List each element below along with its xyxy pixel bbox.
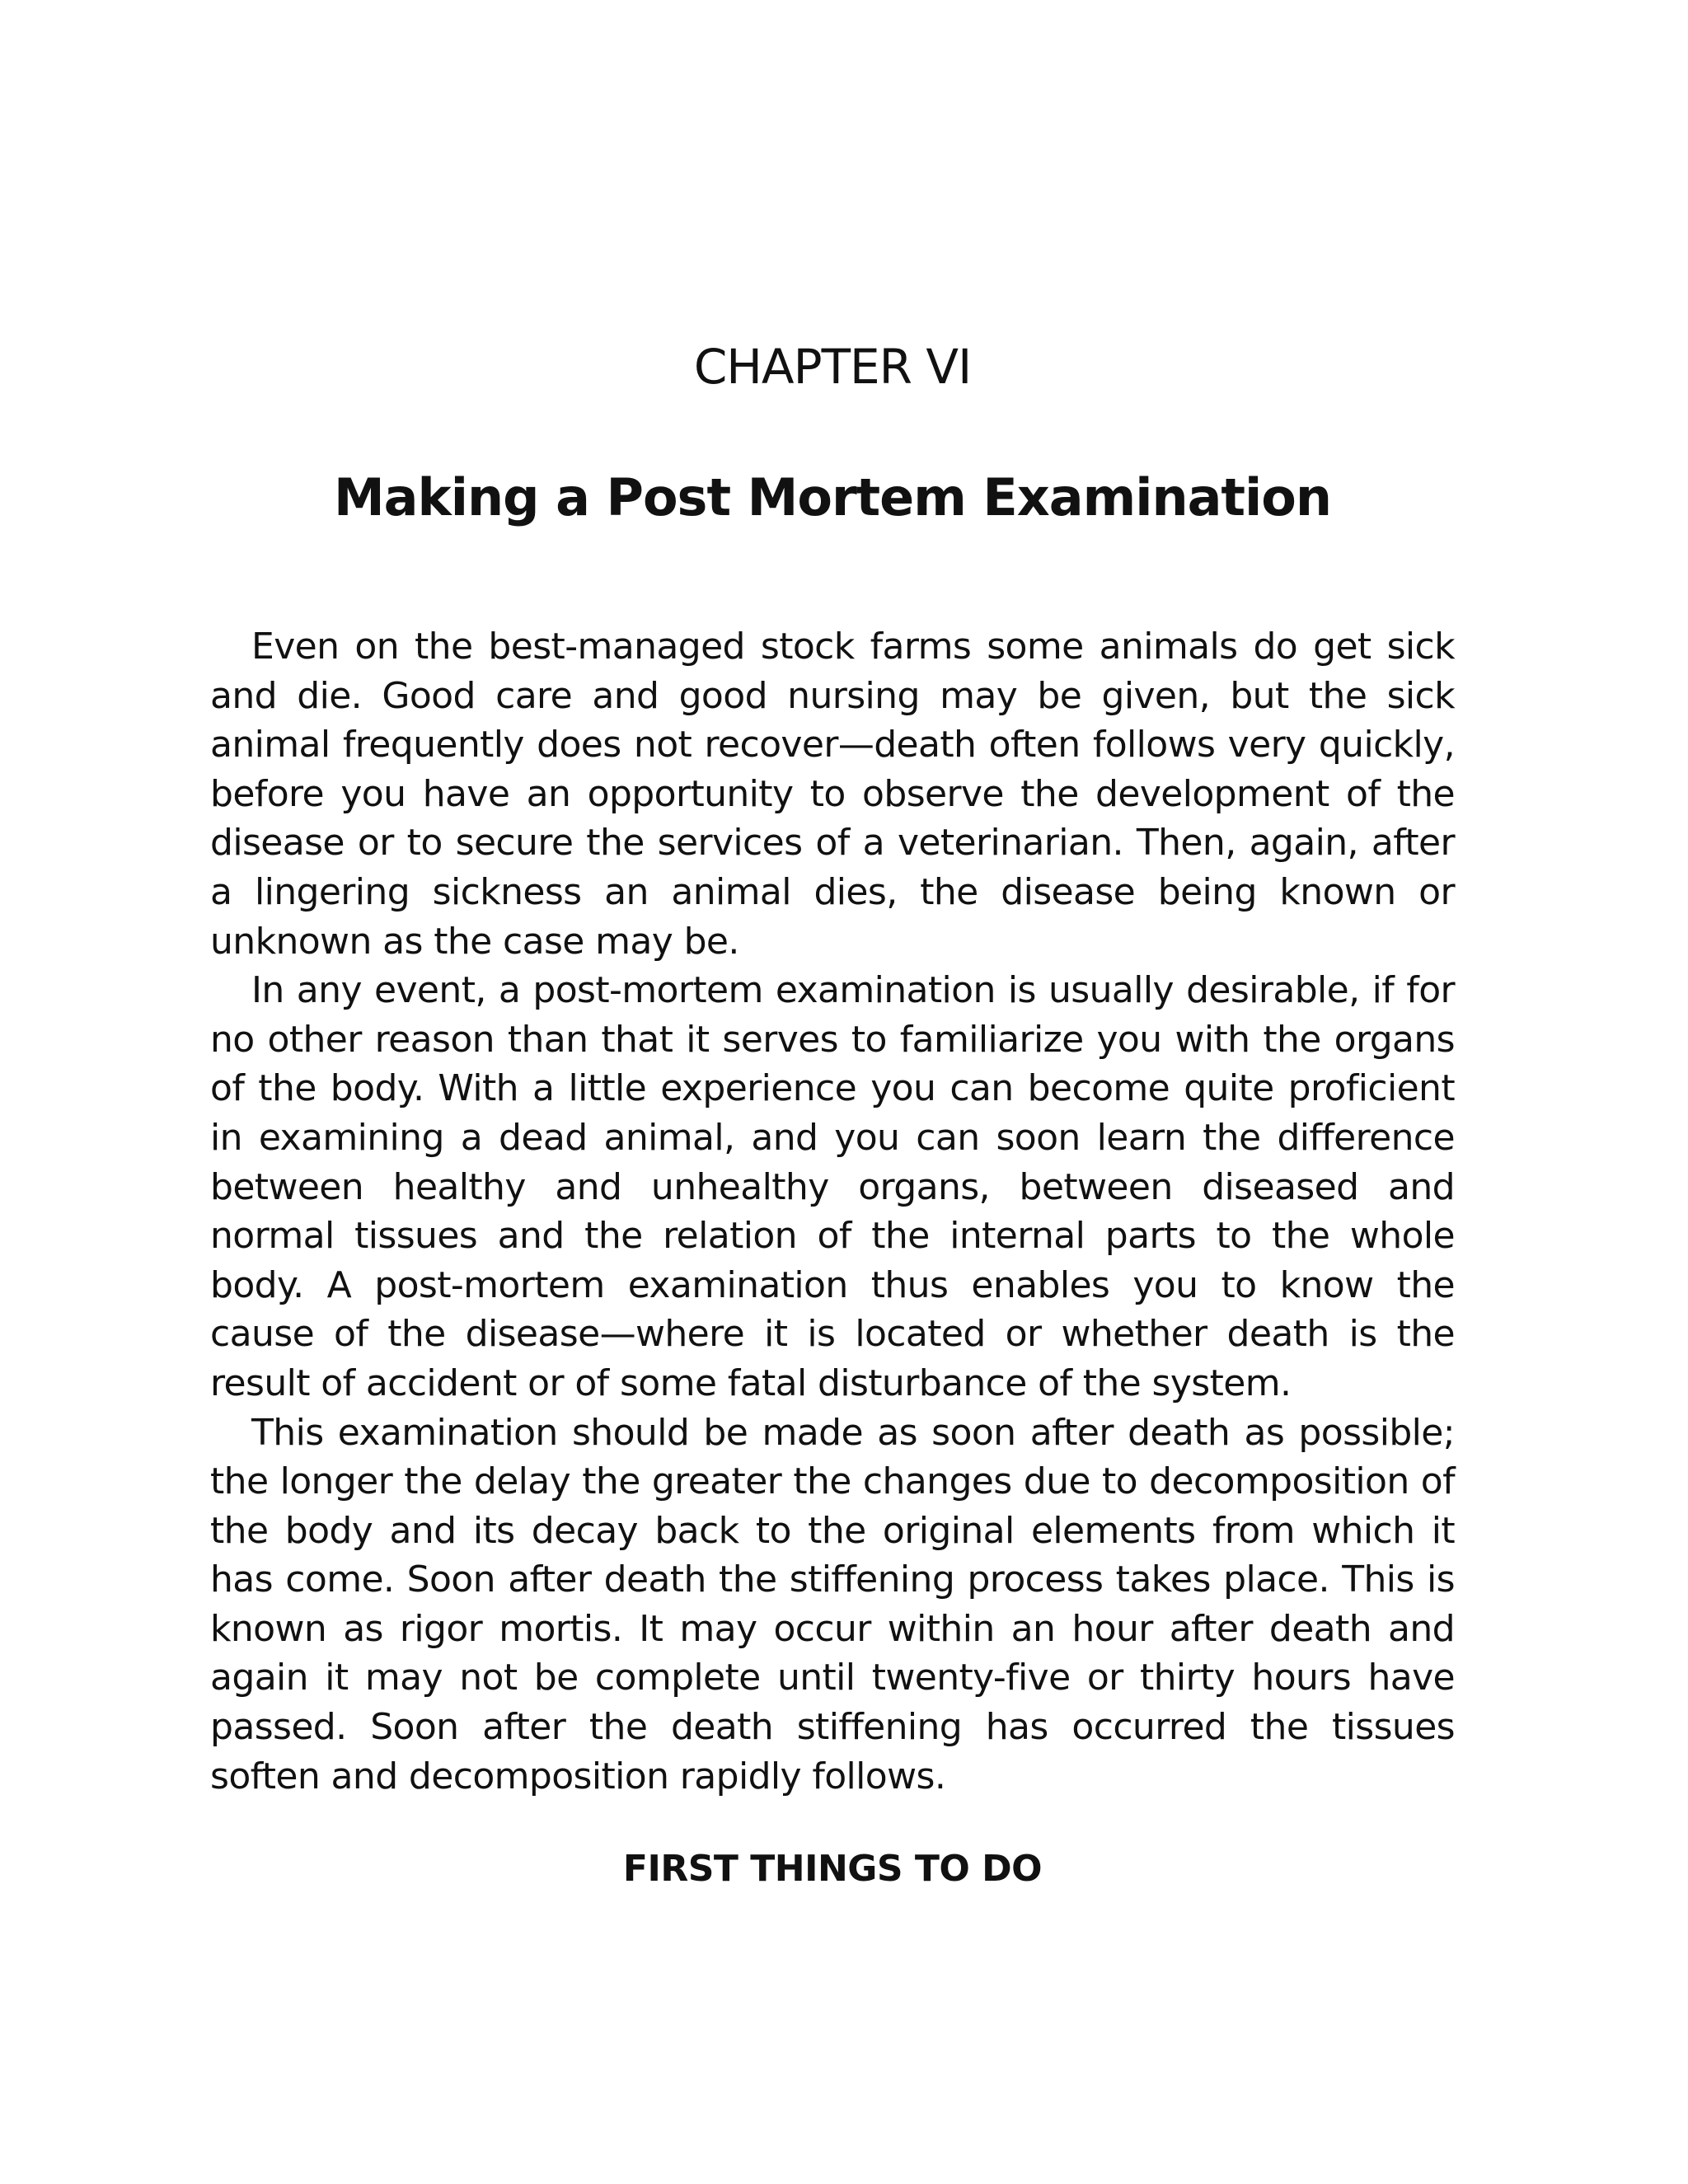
body-text	[210, 622, 1455, 1801]
chapter-title: Making a Post Mortem Examination	[333, 467, 1332, 527]
paragraph: In any event, a post-mortem examination is usually desirable, if for no other reason than that it serves to familiarize you with the organs of the body. With a little experience you can become quite proficient in examining a dead animal, and you can soon learn the difference between healthy and unhealthy organs, between diseased and normal tissues and the relation of the internal parts to the whole body. A post-mortem examination thus enables you to know the cause of the disease—where it is located or whether death is the result of accident or of some fatal disturbance of the system.	[210, 969, 1455, 1404]
section-heading: FIRST THINGS TO DO	[622, 1848, 1043, 1890]
paragraph: Even on the best-managed stock farms some animals do get sick and die. Good care and good nursing may be given, but the sick animal frequently does not recover—death often follows very quickly, before you have an opportunity to observe the development of the disease or to secure the services of a veterinarian. Then, again, after a lingering sickness an animal dies, the disease being known or unknown as the case may be.	[210, 626, 1455, 963]
chapter-label: CHAPTER VI	[693, 339, 972, 395]
paragraph: This examination should be made as soon after death as possible; the longer the delay the greater the changes due to decomposition of the body and its decay back to the original elements from which it has come. Soon after death the stiffening process takes place. This is known as rigor mortis. It may occur within an hour after death and again it may not be complete until twenty-five or thirty hours have passed. Soon after the death stiffening has occurred the tissues soften and decomposition rapidly follows.	[210, 1411, 1455, 1797]
